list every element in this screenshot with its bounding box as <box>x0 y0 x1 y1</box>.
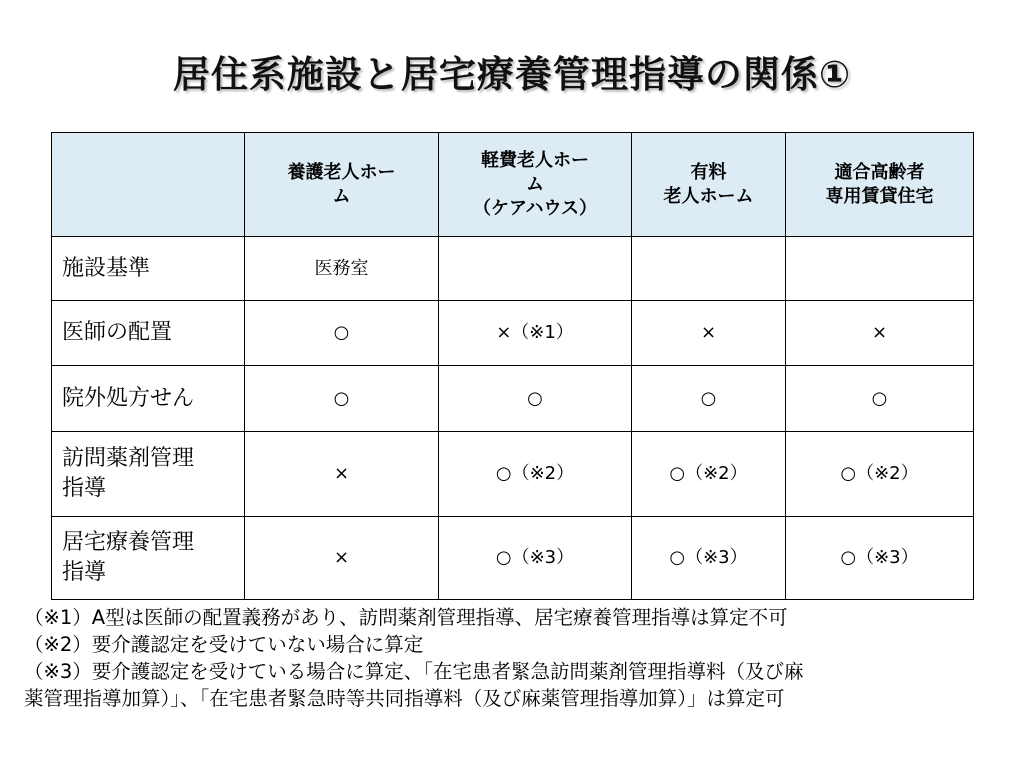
row-label: 居宅療養管理 指導 <box>52 517 245 600</box>
footnotes <box>24 604 1000 712</box>
column-header: 適合高齢者 専用賃貸住宅 <box>786 133 974 237</box>
table-cell: × <box>786 301 974 366</box>
table-corner-cell <box>52 133 245 237</box>
table-cell: ○（※2） <box>786 432 974 517</box>
footnote-2: （※2）要介護認定を受けていない場合に算定 <box>24 633 424 656</box>
table-cell: ○（※3） <box>632 517 786 600</box>
table-row <box>52 517 974 600</box>
table-cell: × <box>632 301 786 366</box>
table-cell: × <box>245 432 439 517</box>
row-label: 医師の配置 <box>52 301 245 366</box>
table-cell: ○（※3） <box>439 517 632 600</box>
footnote-1: （※1）A型は医師の配置義務があり、訪問薬剤管理指導、居宅療養管理指導は算定不可 <box>24 606 788 629</box>
table-cell: ○（※3） <box>786 517 974 600</box>
table-row <box>52 237 974 301</box>
table-cell <box>632 237 786 301</box>
table-cell: ○ <box>439 366 632 432</box>
table-row <box>52 366 974 432</box>
table-row <box>52 432 974 517</box>
table-cell: ○（※2） <box>632 432 786 517</box>
footnote-3-continued: 薬管理指導加算）」、「在宅患者緊急時等共同指導料（及び麻薬管理指導加算）」は算定可 <box>24 687 785 710</box>
table-cell: 医務室 <box>245 237 439 301</box>
slide-title: 居住系施設と居宅療養管理指導の関係① <box>172 53 852 96</box>
row-label: 施設基準 <box>52 237 245 301</box>
table-cell: ×（※1） <box>439 301 632 366</box>
row-label: 訪問薬剤管理 指導 <box>52 432 245 517</box>
column-header: 有料 老人ホーム <box>632 133 786 237</box>
footnote-3: （※3）要介護認定を受けている場合に算定、「在宅患者緊急訪問薬剤管理指導料（及び麻 <box>24 660 804 683</box>
column-header: 養護老人ホー ム <box>245 133 439 237</box>
column-header: 軽費老人ホー ム （ケアハウス） <box>439 133 632 237</box>
table-header-row <box>52 133 974 237</box>
table-cell <box>439 237 632 301</box>
table-cell: × <box>245 517 439 600</box>
table-cell: ○ <box>245 366 439 432</box>
table-cell: ○ <box>245 301 439 366</box>
row-label: 院外処方せん <box>52 366 245 432</box>
table-cell <box>786 237 974 301</box>
table-cell: ○ <box>786 366 974 432</box>
table-cell: ○（※2） <box>439 432 632 517</box>
comparison-table <box>51 132 974 600</box>
table-row <box>52 301 974 366</box>
table-cell: ○ <box>632 366 786 432</box>
